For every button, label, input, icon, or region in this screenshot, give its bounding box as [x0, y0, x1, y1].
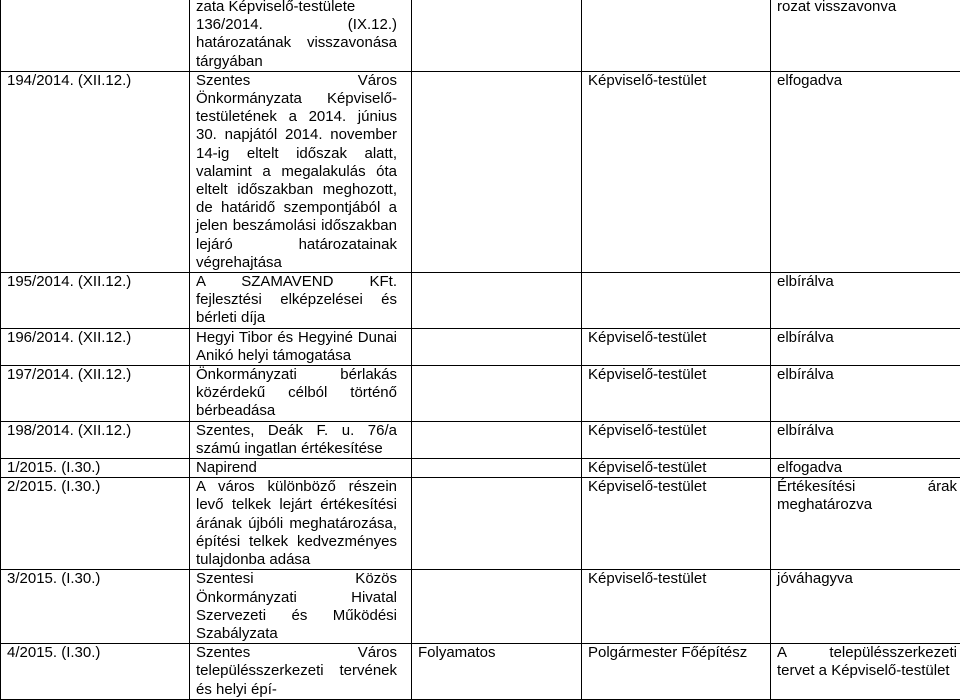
table-row: [1, 273, 960, 329]
status-cell: jóváhagyva: [771, 570, 960, 644]
subject-line: Szentes, Deák F. u. 76/a számú ingatlan értékesítése: [196, 422, 397, 458]
table-row: [1, 459, 960, 478]
resolution-subject: [190, 366, 412, 422]
subject-line: Szentes Város településszerkezeti tervének és helyi épí-: [196, 644, 397, 699]
responsible-body: Polgármester Főépítész: [582, 644, 771, 700]
table-row: [1, 421, 960, 458]
deadline-cell: [412, 459, 582, 478]
resolution-subject: [190, 478, 412, 570]
resolution-number: 197/2014. (XII.12.): [1, 366, 190, 422]
responsible-body: Képviselő-testület: [582, 459, 771, 478]
status-cell: A településszerkezeti tervet a Képviselő-testület: [771, 644, 960, 700]
subject-line: A város különböző részein levő telkek lejárt értékesítési árának újbóli meghatározása, építési telkek kedvezményes tulajdonba adása: [196, 478, 397, 569]
resolution-subject: [190, 570, 412, 644]
subject-line: Szentesi Közös Önkormányzati Hivatal Szervezeti és Működési Szabályzata: [196, 570, 397, 643]
deadline-cell: [412, 273, 582, 329]
subject-line: Önkormányzati bérlakás közérdekű célból történő bérbeadása: [196, 366, 397, 421]
deadline-cell: Folyamatos: [412, 644, 582, 700]
status-cell: rozat visszavonva: [771, 0, 960, 71]
subject-line: Szentes Város Önkormányzata Képviselő-testületének a 2014. június 30. napjától 2014. november 14-ig eltelt időszak alatt, valamint a megalakulás óta eltelt időszakban meghozott, de határidő szempontjából a jelen beszámolási időszakban lejáró határozatainak végrehajtása: [196, 72, 397, 272]
deadline-cell: [412, 71, 582, 272]
deadline-cell: [412, 366, 582, 422]
responsible-body: Képviselő-testület: [582, 366, 771, 422]
resolution-number: 4/2015. (I.30.): [1, 644, 190, 700]
status-cell: elbírálva: [771, 421, 960, 458]
resolution-subject: [190, 421, 412, 458]
subject-line: zata Képviselő-testülete: [196, 0, 397, 16]
responsible-body: Képviselő-testület: [582, 71, 771, 272]
responsible-body: [582, 0, 771, 71]
table-row: [1, 644, 960, 700]
table-row: [1, 570, 960, 644]
deadline-cell: [412, 328, 582, 365]
subject-line: A SZAMAVEND KFt. fejlesztési elképzelései és bérleti díja: [196, 273, 397, 328]
resolution-number: 195/2014. (XII.12.): [1, 273, 190, 329]
status-cell: elbírálva: [771, 273, 960, 329]
resolution-subject: [190, 644, 412, 700]
subject-line: Hegyi Tibor és Hegyiné Dunai Anikó helyi támogatása: [196, 329, 397, 365]
resolution-number: 196/2014. (XII.12.): [1, 328, 190, 365]
status-cell: elfogadva: [771, 71, 960, 272]
deadline-cell: [412, 570, 582, 644]
status-cell: elbírálva: [771, 328, 960, 365]
responsible-body: Képviselő-testület: [582, 478, 771, 570]
subject-line: 136/2014. (IX.12.) határozatának visszavonása tárgyában: [196, 16, 397, 71]
status-cell: elfogadva: [771, 459, 960, 478]
responsible-body: [582, 273, 771, 329]
deadline-cell: [412, 0, 582, 71]
table-row: [1, 71, 960, 272]
resolution-number: 194/2014. (XII.12.): [1, 71, 190, 272]
resolution-subject: [190, 273, 412, 329]
subject-line: Napirend: [196, 459, 397, 477]
resolution-number: 2/2015. (I.30.): [1, 478, 190, 570]
resolution-subject: [190, 71, 412, 272]
table-row: [1, 0, 960, 71]
status-cell: Értékesítési árak meghatározva: [771, 478, 960, 570]
resolution-subject: [190, 328, 412, 365]
table-row: [1, 328, 960, 365]
responsible-body: Képviselő-testület: [582, 328, 771, 365]
resolution-subject: [190, 0, 412, 71]
resolution-number: [1, 0, 190, 71]
resolution-number: 198/2014. (XII.12.): [1, 421, 190, 458]
responsible-body: Képviselő-testület: [582, 570, 771, 644]
status-cell: elbírálva: [771, 366, 960, 422]
deadline-cell: [412, 421, 582, 458]
deadline-cell: [412, 478, 582, 570]
resolution-subject: [190, 459, 412, 478]
resolution-number: 1/2015. (I.30.): [1, 459, 190, 478]
table-row: [1, 478, 960, 570]
resolution-number: 3/2015. (I.30.): [1, 570, 190, 644]
responsible-body: Képviselő-testület: [582, 421, 771, 458]
table-row: [1, 366, 960, 422]
